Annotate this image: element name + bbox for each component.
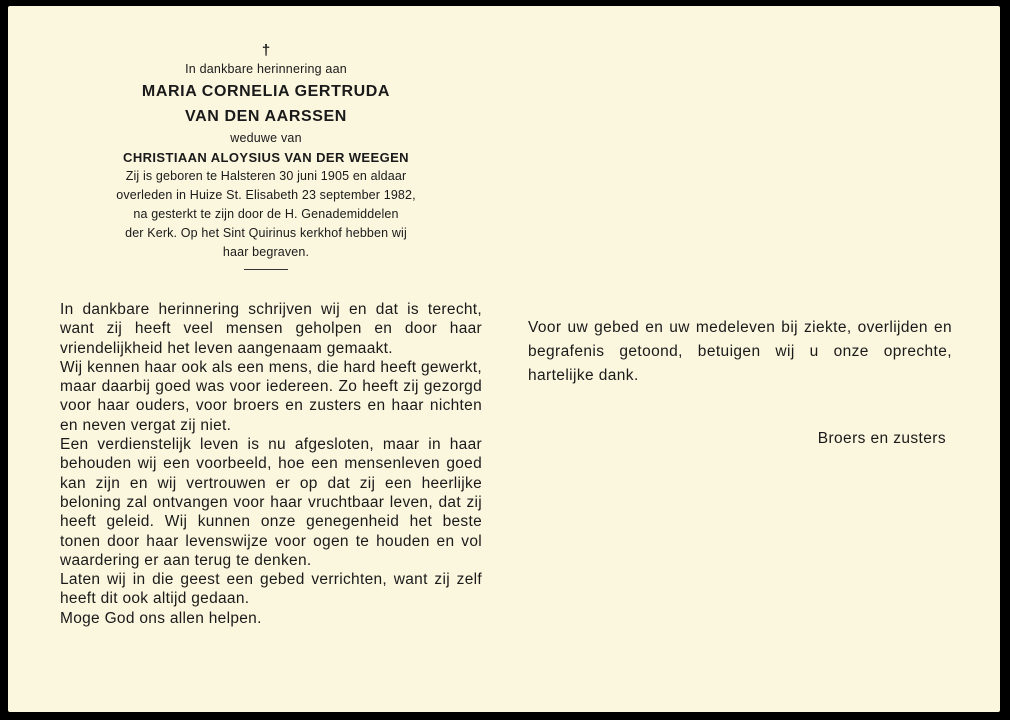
bio-line: Zij is geboren te Halsteren 30 juni 1905 en aldaar: [125, 169, 407, 183]
bio-line: der Kerk. Op het Sint Quirinus kerkhof hebben wij: [125, 226, 407, 240]
tribute-paragraph: Moge God ons allen helpen.: [60, 609, 262, 627]
left-page: [8, 6, 504, 712]
tribute-paragraph: Laten wij in die geest een gebed verrichten, want zij zelf heeft dit ook altijd gedaan.: [60, 571, 482, 608]
tribute-paragraph: Wij kennen haar ook als een mens, die hard heeft gewerkt, maar daarbij goed was voor iedereen. Zo heeft zij gezorgd voor haar ouders, voor broers en zusters en haar nichten en neven vergat zij niet.: [60, 358, 482, 434]
memorial-card: [8, 6, 1000, 712]
tribute-text: [60, 300, 482, 628]
cross-icon: †: [261, 42, 271, 59]
tribute-paragraph: Een verdienstelijk leven is nu afgesloten, maar in haar behouden wij een voorbeeld, hoe een mensenleven goed kan zijn en wij vertrouwen er op dat zij een heerlijke beloning zal ontvangen voor haar vruchtbaar leven, dat zij heeft geleid. Wij kunnen onze genegenheid het beste tonen door haar levenswijze voor ogen te houden en vol waardering er aan terug te denken.: [60, 436, 482, 569]
intro-line: In dankbare herinnering aan: [185, 62, 347, 76]
widow-of-line: weduwe van: [230, 131, 302, 145]
bio-line: haar begraven.: [222, 245, 310, 259]
bio-line: overleden in Huize St. Elisabeth 23 september 1982,: [116, 188, 416, 202]
thanks-text: Voor uw gebed en uw medeleven bij ziekte, overlijden en begrafenis getoond, betuigen wij u onze oprechte, hartelijke dank.: [528, 319, 952, 384]
right-page: [504, 6, 1000, 712]
bio-line: na gesterkt te zijn door de H. Genademiddelen: [133, 207, 399, 221]
deceased-name-line1: MARIA CORNELIA GERTRUDA: [141, 83, 391, 100]
tribute-paragraph: In dankbare herinnering schrijven wij en dat is terecht, want zij heeft veel mensen geholpen en door haar vriendelijkheid het leven aangenaam gemaakt.: [60, 301, 482, 357]
deceased-name-line2: VAN DEN AARSSEN: [185, 108, 347, 125]
signature: Broers en zusters: [817, 430, 946, 447]
card-header: [98, 42, 434, 270]
husband-name: CHRISTIAAN ALOYSIUS VAN DER WEEGEN: [123, 150, 409, 165]
divider: [244, 269, 288, 270]
